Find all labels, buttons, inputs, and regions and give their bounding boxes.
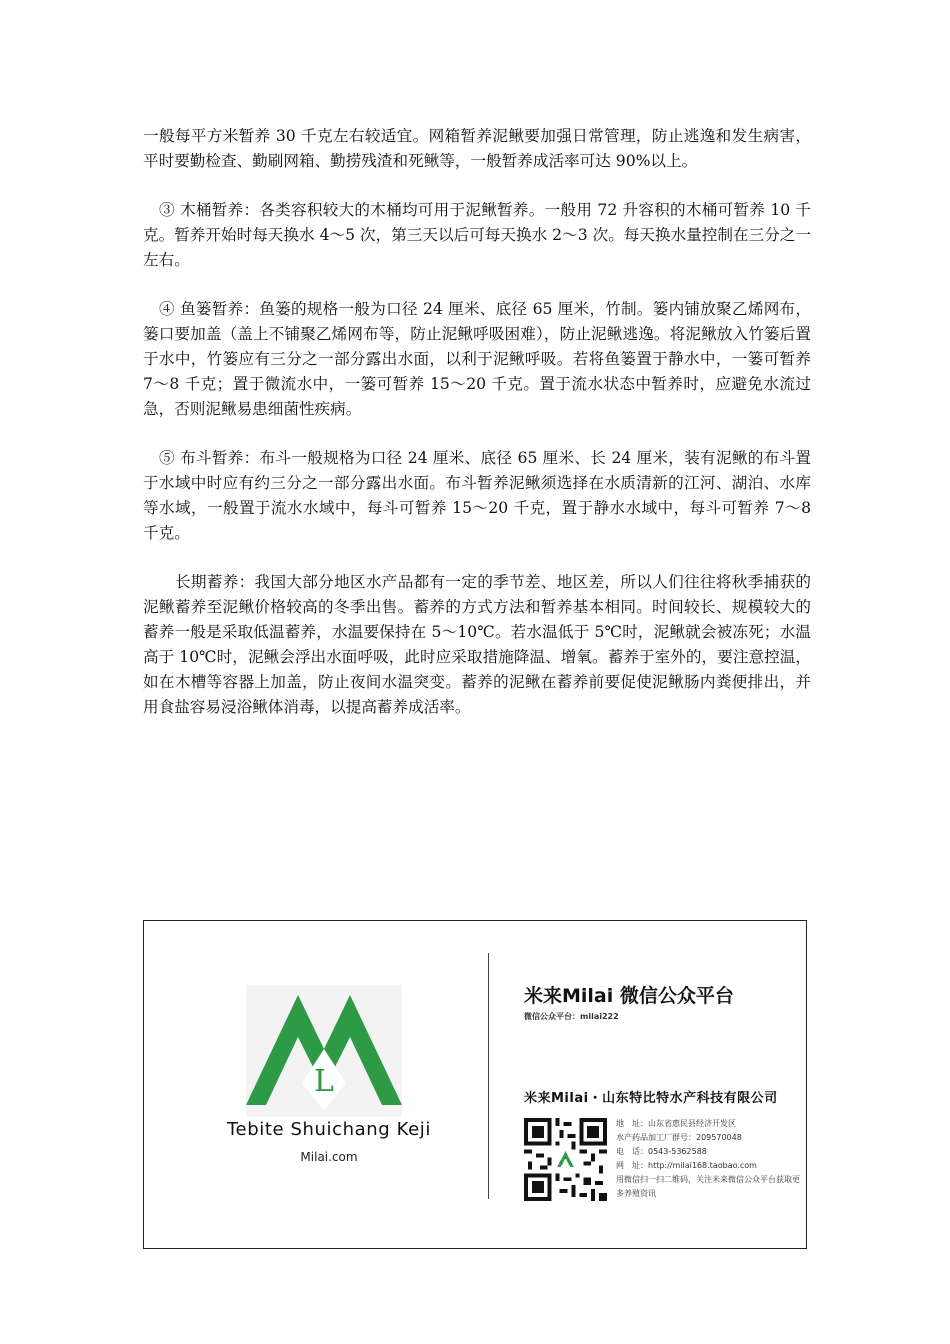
business-card	[143, 920, 807, 1249]
phone-line: 电 话：0543-5362588	[616, 1147, 707, 1156]
paragraph-fish-basket: ④ 鱼篓暂养：鱼篓的规格一般为口径 24 厘米、底径 65 厘米，竹制。篓内铺放聚乙烯网布，篓口要加盖（盖上不铺聚乙烯网布等，防止泥鳅呼吸困难），防止泥鳅逃逸。将泥鳅放入竹篓后置于水中，竹篓应有三分之一部分露出水面，以利于泥鳅呼吸。若将鱼篓置于静水中，一篓可暂养 7～8 千克；置于微流水中，一篓可暂养 15～20 千克。置于流水状态中暂养时，应避免水流过急，否则泥鳅易患细菌性疾病。	[143, 300, 811, 418]
brand-name-en: Tebite Shuichang Keji	[226, 1119, 431, 1140]
paragraph-wooden-barrel: ③ 木桶暂养：各类容积较大的木桶均可用于泥鳅暂养。一般用 72 升容积的木桶可暂养 10 千克。暂养开始时每天换水 4～5 次，第三天以后可每天换水 2～3 次。每天换水量控制在三分之一左右。	[143, 201, 811, 269]
qr-code	[524, 1118, 607, 1201]
milai-logo	[246, 985, 402, 1117]
qr-instruction: 用微信扫一扫二维码，关注米来微信公众平台获取更多养殖资讯	[616, 1175, 800, 1198]
contact-info	[616, 1117, 802, 1201]
brand-domain: Milai.com	[300, 1150, 358, 1164]
logo-letter: L	[314, 1064, 334, 1099]
address-line: 地 址：山东省惠民县经济开发区	[616, 1119, 736, 1128]
paragraph-long-term-storage: 长期蓄养：我国大部分地区水产品都有一定的季节差、地区差，所以人们往往将秋季捕获的泥鳅蓄养至泥鳅价格较高的冬季出售。蓄养的方式方法和暂养基本相同。时间较长、规模较大的蓄养一般是采取低温蓄养，水温要保持在 5～10℃。若水温低于 5℃时，泥鳅就会被冻死；水温高于 10℃时，泥鳅会浮出水面呼吸，此时应采取措施降温、增氧。蓄养于室外的，要注意控温，如在木槽等容器上加盖，防止夜间水温突变。蓄养的泥鳅在蓄养前要促使泥鳅肠内粪便排出，并用食盐容易浸浴鳅体消毒，以提高蓄养成活率。	[143, 573, 811, 716]
milai-logo-icon	[246, 985, 402, 1117]
website-line: 网 址：http://milai168.taobao.com	[616, 1161, 757, 1170]
paragraph-cloth-bucket: ⑤ 布斗暂养：布斗一般规格为口径 24 厘米、底径 65 厘米、长 24 厘米，装有泥鳅的布斗置于水域中时应有约三分之一部分露出水面。布斗暂养泥鳅须选择在水质清新的江河、湖泊、水库等水域，一般置于流水水域中，每斗可暂养 15～20 千克，置于静水水域中，每斗可暂养 7～8 千克。	[143, 449, 811, 542]
factory-group-line: 水产药品加工厂群号：209570048	[616, 1133, 742, 1142]
wechat-platform-title: 米来Milai 微信公众平台	[524, 985, 734, 1007]
paragraph-net-cage: 一般每平方米暂养 30 千克左右较适宜。网箱暂养泥鳅要加强日常管理，防止逃逸和发生病害，平时要勤检查、勤刷网箱、勤捞残渣和死鳅等，一般暂养成活率可达 90%以上。	[143, 127, 811, 170]
qr-code-icon	[524, 1118, 607, 1201]
document-body	[143, 124, 811, 744]
wechat-account: 微信公众平台：milai222	[524, 1012, 619, 1021]
card-divider	[488, 953, 489, 1199]
company-name: 米来Milai・山东特比特水产科技有限公司	[524, 1091, 778, 1106]
